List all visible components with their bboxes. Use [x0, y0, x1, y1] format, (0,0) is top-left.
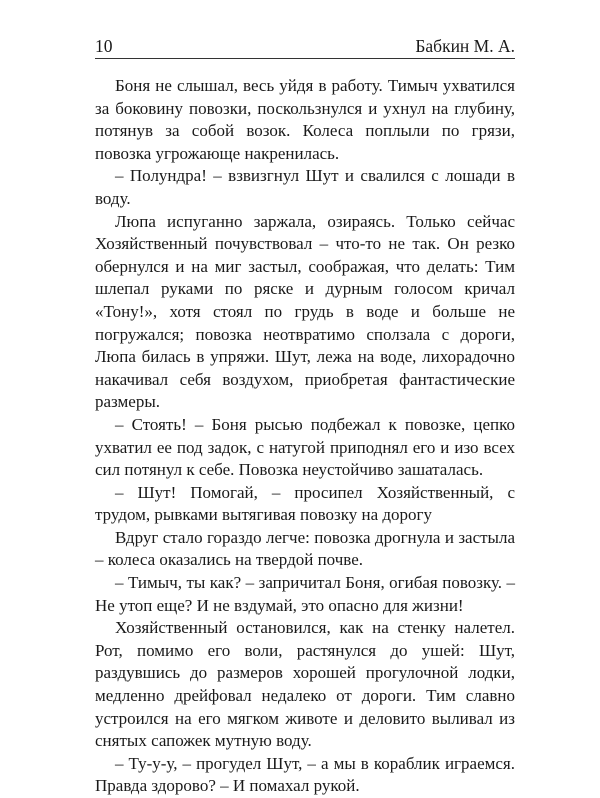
paragraph: Люпа испуганно заржала, озираясь. Только сейчас Хозяйственный почувствовал – что-то не так. Он резко обернулся и на миг застыл, соображая, что делать: Тим шлепал руками по ряске и дурным голосом кричал «Тону!», хотя стоял по грудь в воде и больше не погружался; повозка неотвратимо сползала с дороги, Люпа билась в упряжи. Шут, лежа на воде, лихорадочно накачивал себя воздухом, приобретая фантастические размеры.	[95, 211, 515, 412]
paragraph: Боня не слышал, весь уйдя в работу. Тимыч ухватился за боковину повозки, поскользнулся и ухнул на глубину, потянув за собой возок. Колеса поплыли по грязи, повозка угрожающе накренилась.	[95, 76, 515, 163]
author-name: Бабкин М. А.	[415, 36, 515, 56]
paragraph: Хозяйственный остановился, как на стенку налетел. Рот, помимо его воли, растянулся до ушей: Шут, раздувшись до размеров хорошей прогулочной лодки, медленно дрейфовал недалеко от дороги. Тим славно устроился на его мягком животе и деловито выливал из снятых сапожек мутную воду.	[95, 618, 515, 751]
paragraph: – Ту-у-у, – прогудел Шут, – а мы в кораблик играемся. Правда здорово? – И помахал рукой.	[95, 753, 515, 796]
header-divider	[95, 58, 515, 59]
paragraph: – Полундра! – взвизгнул Шут и свалился с лошади в воду.	[95, 166, 515, 208]
paragraph: – Тимыч, ты как? – запричитал Боня, огибая повозку. – Не утоп еще? И не вздумай, это опасно для жизни!	[95, 573, 515, 615]
body-text	[95, 75, 515, 798]
page-number: 10	[95, 36, 113, 56]
paragraph: – Стоять! – Боня рысью подбежал к повозке, цепко ухватил ее под задок, с натугой приподнял его и изо всех сил потянул к себе. Повозка неустойчиво зашаталась.	[95, 414, 515, 480]
running-header	[95, 32, 515, 56]
paragraph: Вдруг стало гораздо легче: повозка дрогнула и застыла – колеса оказались на твердой почве.	[95, 527, 515, 570]
paragraph: – Шут! Помогай, – просипел Хозяйственный, с трудом, рывками вытягивая повозку на дорогу	[95, 482, 515, 525]
